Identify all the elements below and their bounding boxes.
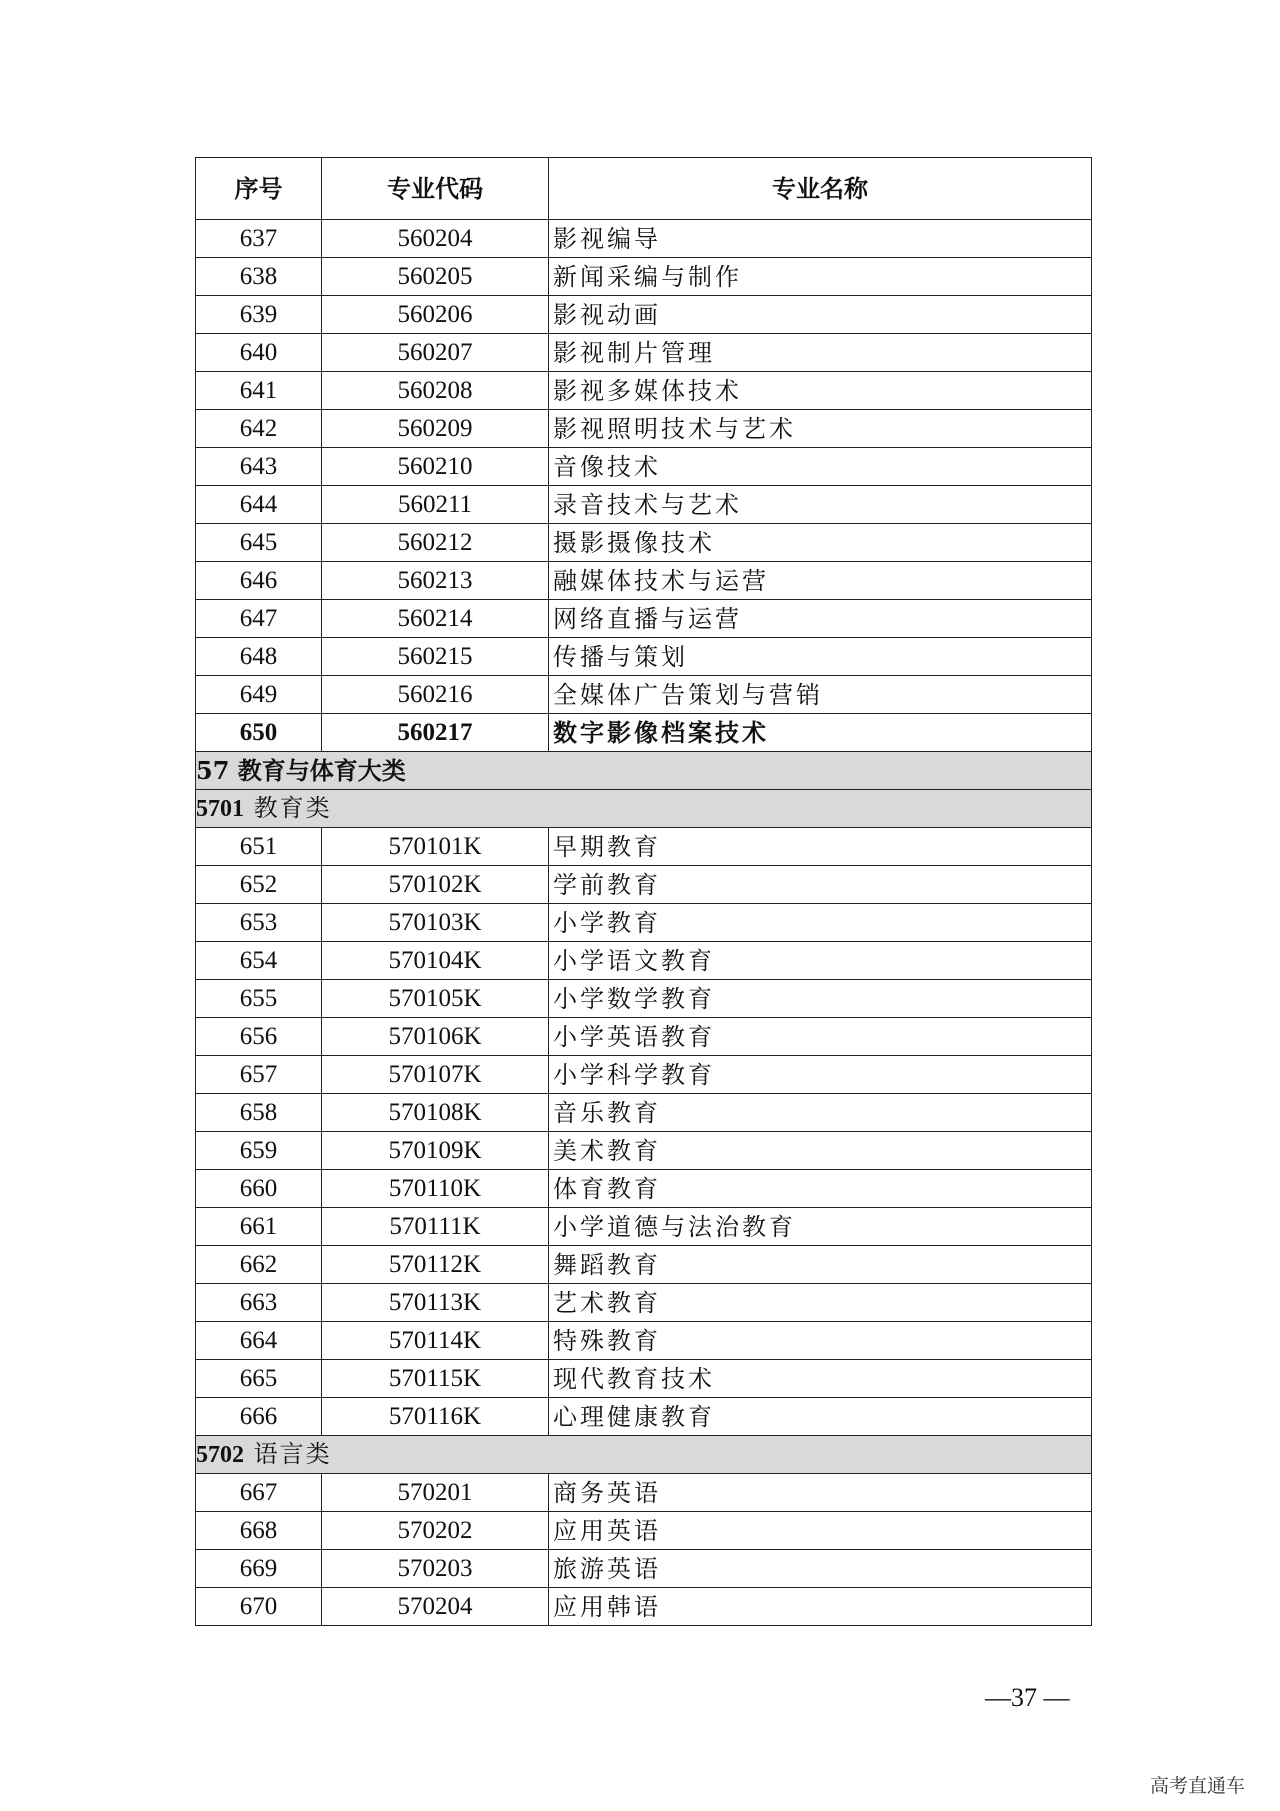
- cell-name: 学前教育: [549, 866, 1092, 904]
- table-header-row: [196, 158, 1092, 220]
- cell-name: 小学数学教育: [549, 980, 1092, 1018]
- cell-name: 早期教育: [549, 828, 1092, 866]
- cell-code: 560215: [322, 638, 549, 676]
- table-row: [196, 714, 1092, 752]
- cell-name: 影视动画: [549, 296, 1092, 334]
- cell-serial: 647: [196, 600, 322, 638]
- cell-name: 数字影像档案技术: [549, 714, 1092, 752]
- cell-code: 570110K: [322, 1170, 549, 1208]
- cell-name: 心理健康教育: [549, 1398, 1092, 1436]
- cell-name: 舞蹈教育: [549, 1246, 1092, 1284]
- cell-code: 570103K: [322, 904, 549, 942]
- table-row: [196, 904, 1092, 942]
- table-row: [196, 980, 1092, 1018]
- cell-serial: 658: [196, 1094, 322, 1132]
- table-row: [196, 1474, 1092, 1512]
- table-row: [196, 1512, 1092, 1550]
- cell-name: 旅游英语: [549, 1550, 1092, 1588]
- cell-code: 560204: [322, 220, 549, 258]
- cell-serial: 665: [196, 1360, 322, 1398]
- cell-serial: 650: [196, 714, 322, 752]
- table-row: [196, 1170, 1092, 1208]
- subcategory-title: [196, 1436, 1092, 1474]
- cell-serial: 646: [196, 562, 322, 600]
- cell-code: 570101K: [322, 828, 549, 866]
- table-row: [196, 676, 1092, 714]
- table-row: [196, 828, 1092, 866]
- cell-code: 560210: [322, 448, 549, 486]
- subcategory-code: 5701: [196, 796, 244, 822]
- cell-code: 560214: [322, 600, 549, 638]
- cell-name: 艺术教育: [549, 1284, 1092, 1322]
- cell-serial: 651: [196, 828, 322, 866]
- cell-serial: 649: [196, 676, 322, 714]
- cell-name: 体育教育: [549, 1170, 1092, 1208]
- cell-code: 570106K: [322, 1018, 549, 1056]
- cell-name: 小学教育: [549, 904, 1092, 942]
- cell-name: 影视制片管理: [549, 334, 1092, 372]
- cell-code: 560211: [322, 486, 549, 524]
- header-serial: 序号: [196, 158, 322, 220]
- cell-code: 570104K: [322, 942, 549, 980]
- subcategory-name: 教育类: [253, 794, 332, 822]
- table-row: [196, 372, 1092, 410]
- table-row: [196, 524, 1092, 562]
- major-table: [195, 157, 1092, 1626]
- cell-code: 560213: [322, 562, 549, 600]
- cell-name: 美术教育: [549, 1132, 1092, 1170]
- cell-code: 570201: [322, 1474, 549, 1512]
- cell-serial: 654: [196, 942, 322, 980]
- subcategory-title: [196, 790, 1092, 828]
- cell-serial: 664: [196, 1322, 322, 1360]
- cell-serial: 643: [196, 448, 322, 486]
- cell-name: 现代教育技术: [549, 1360, 1092, 1398]
- cell-name: 影视照明技术与艺术: [549, 410, 1092, 448]
- cell-name: 商务英语: [549, 1474, 1092, 1512]
- cell-name: 小学英语教育: [549, 1018, 1092, 1056]
- cell-serial: 642: [196, 410, 322, 448]
- cell-name: 小学道德与法治教育: [549, 1208, 1092, 1246]
- subcategory-row: [196, 790, 1092, 828]
- table-row: [196, 486, 1092, 524]
- cell-serial: 638: [196, 258, 322, 296]
- cell-code: 560205: [322, 258, 549, 296]
- cell-serial: 637: [196, 220, 322, 258]
- cell-name: 应用英语: [549, 1512, 1092, 1550]
- cell-code: 560209: [322, 410, 549, 448]
- cell-name: 网络直播与运营: [549, 600, 1092, 638]
- cell-name: 小学语文教育: [549, 942, 1092, 980]
- cell-name: 影视多媒体技术: [549, 372, 1092, 410]
- cell-name: 新闻采编与制作: [549, 258, 1092, 296]
- cell-code: 560208: [322, 372, 549, 410]
- cell-serial: 667: [196, 1474, 322, 1512]
- cell-code: 570113K: [322, 1284, 549, 1322]
- page-number: —37 —: [985, 1683, 1070, 1712]
- cell-serial: 656: [196, 1018, 322, 1056]
- cell-code: 560217: [322, 714, 549, 752]
- table-row: [196, 220, 1092, 258]
- table-row: [196, 1398, 1092, 1436]
- cell-code: 570107K: [322, 1056, 549, 1094]
- cell-serial: 657: [196, 1056, 322, 1094]
- cell-serial: 659: [196, 1132, 322, 1170]
- cell-name: 录音技术与艺术: [549, 486, 1092, 524]
- cell-code: 570102K: [322, 866, 549, 904]
- table-row: [196, 1360, 1092, 1398]
- cell-code: 570112K: [322, 1246, 549, 1284]
- cell-serial: 661: [196, 1208, 322, 1246]
- cell-name: 传播与策划: [549, 638, 1092, 676]
- table-row: [196, 1056, 1092, 1094]
- table-row: [196, 1588, 1092, 1626]
- table-row: [196, 1550, 1092, 1588]
- cell-serial: 662: [196, 1246, 322, 1284]
- table-row: [196, 562, 1092, 600]
- cell-name: 音乐教育: [549, 1094, 1092, 1132]
- subcategory-row: [196, 1436, 1092, 1474]
- subcategory-name: 语言类: [253, 1440, 332, 1468]
- table-row: [196, 448, 1092, 486]
- cell-name: 影视编导: [549, 220, 1092, 258]
- table-row: [196, 1208, 1092, 1246]
- table-row: [196, 1132, 1092, 1170]
- table-row: [196, 1094, 1092, 1132]
- table-row: [196, 1322, 1092, 1360]
- cell-code: 570111K: [322, 1208, 549, 1246]
- cell-serial: 668: [196, 1512, 322, 1550]
- table-row: [196, 1284, 1092, 1322]
- cell-code: 570115K: [322, 1360, 549, 1398]
- cell-serial: 653: [196, 904, 322, 942]
- cell-name: 小学科学教育: [549, 1056, 1092, 1094]
- cell-name: 应用韩语: [549, 1588, 1092, 1626]
- cell-name: 特殊教育: [549, 1322, 1092, 1360]
- cell-serial: 639: [196, 296, 322, 334]
- table-row: [196, 1018, 1092, 1056]
- cell-name: 音像技术: [549, 448, 1092, 486]
- cell-code: 560212: [322, 524, 549, 562]
- cell-serial: 669: [196, 1550, 322, 1588]
- cell-code: 570203: [322, 1550, 549, 1588]
- cell-serial: 660: [196, 1170, 322, 1208]
- table-row: [196, 942, 1092, 980]
- cell-code: 570108K: [322, 1094, 549, 1132]
- cell-code: 560207: [322, 334, 549, 372]
- table-row: [196, 866, 1092, 904]
- subcategory-code: 5702: [196, 1442, 244, 1468]
- cell-serial: 670: [196, 1588, 322, 1626]
- cell-code: 570202: [322, 1512, 549, 1550]
- table-row: [196, 296, 1092, 334]
- cell-serial: 652: [196, 866, 322, 904]
- watermark-text: 高考直通车: [1150, 1775, 1246, 1797]
- cell-code: 570114K: [322, 1322, 549, 1360]
- cell-serial: 644: [196, 486, 322, 524]
- header-code: 专业代码: [322, 158, 549, 220]
- category-row: [196, 752, 1092, 790]
- cell-serial: 640: [196, 334, 322, 372]
- cell-code: 570116K: [322, 1398, 549, 1436]
- table-row: [196, 638, 1092, 676]
- cell-name: 摄影摄像技术: [549, 524, 1092, 562]
- cell-serial: 645: [196, 524, 322, 562]
- table-row: [196, 600, 1092, 638]
- cell-serial: 666: [196, 1398, 322, 1436]
- table-row: [196, 334, 1092, 372]
- cell-code: 560206: [322, 296, 549, 334]
- cell-name: 全媒体广告策划与营销: [549, 676, 1092, 714]
- cell-serial: 655: [196, 980, 322, 1018]
- cell-serial: 641: [196, 372, 322, 410]
- header-name: 专业名称: [549, 158, 1092, 220]
- cell-serial: 663: [196, 1284, 322, 1322]
- table-row: [196, 410, 1092, 448]
- cell-name: 融媒体技术与运营: [549, 562, 1092, 600]
- cell-serial: 648: [196, 638, 322, 676]
- table-row: [196, 1246, 1092, 1284]
- table-row: [196, 258, 1092, 296]
- cell-code: 570109K: [322, 1132, 549, 1170]
- cell-code: 560216: [322, 676, 549, 714]
- cell-code: 570204: [322, 1588, 549, 1626]
- category-title: 57 教育与体育大类: [196, 752, 1092, 790]
- cell-code: 570105K: [322, 980, 549, 1018]
- table-body: [196, 220, 1092, 1626]
